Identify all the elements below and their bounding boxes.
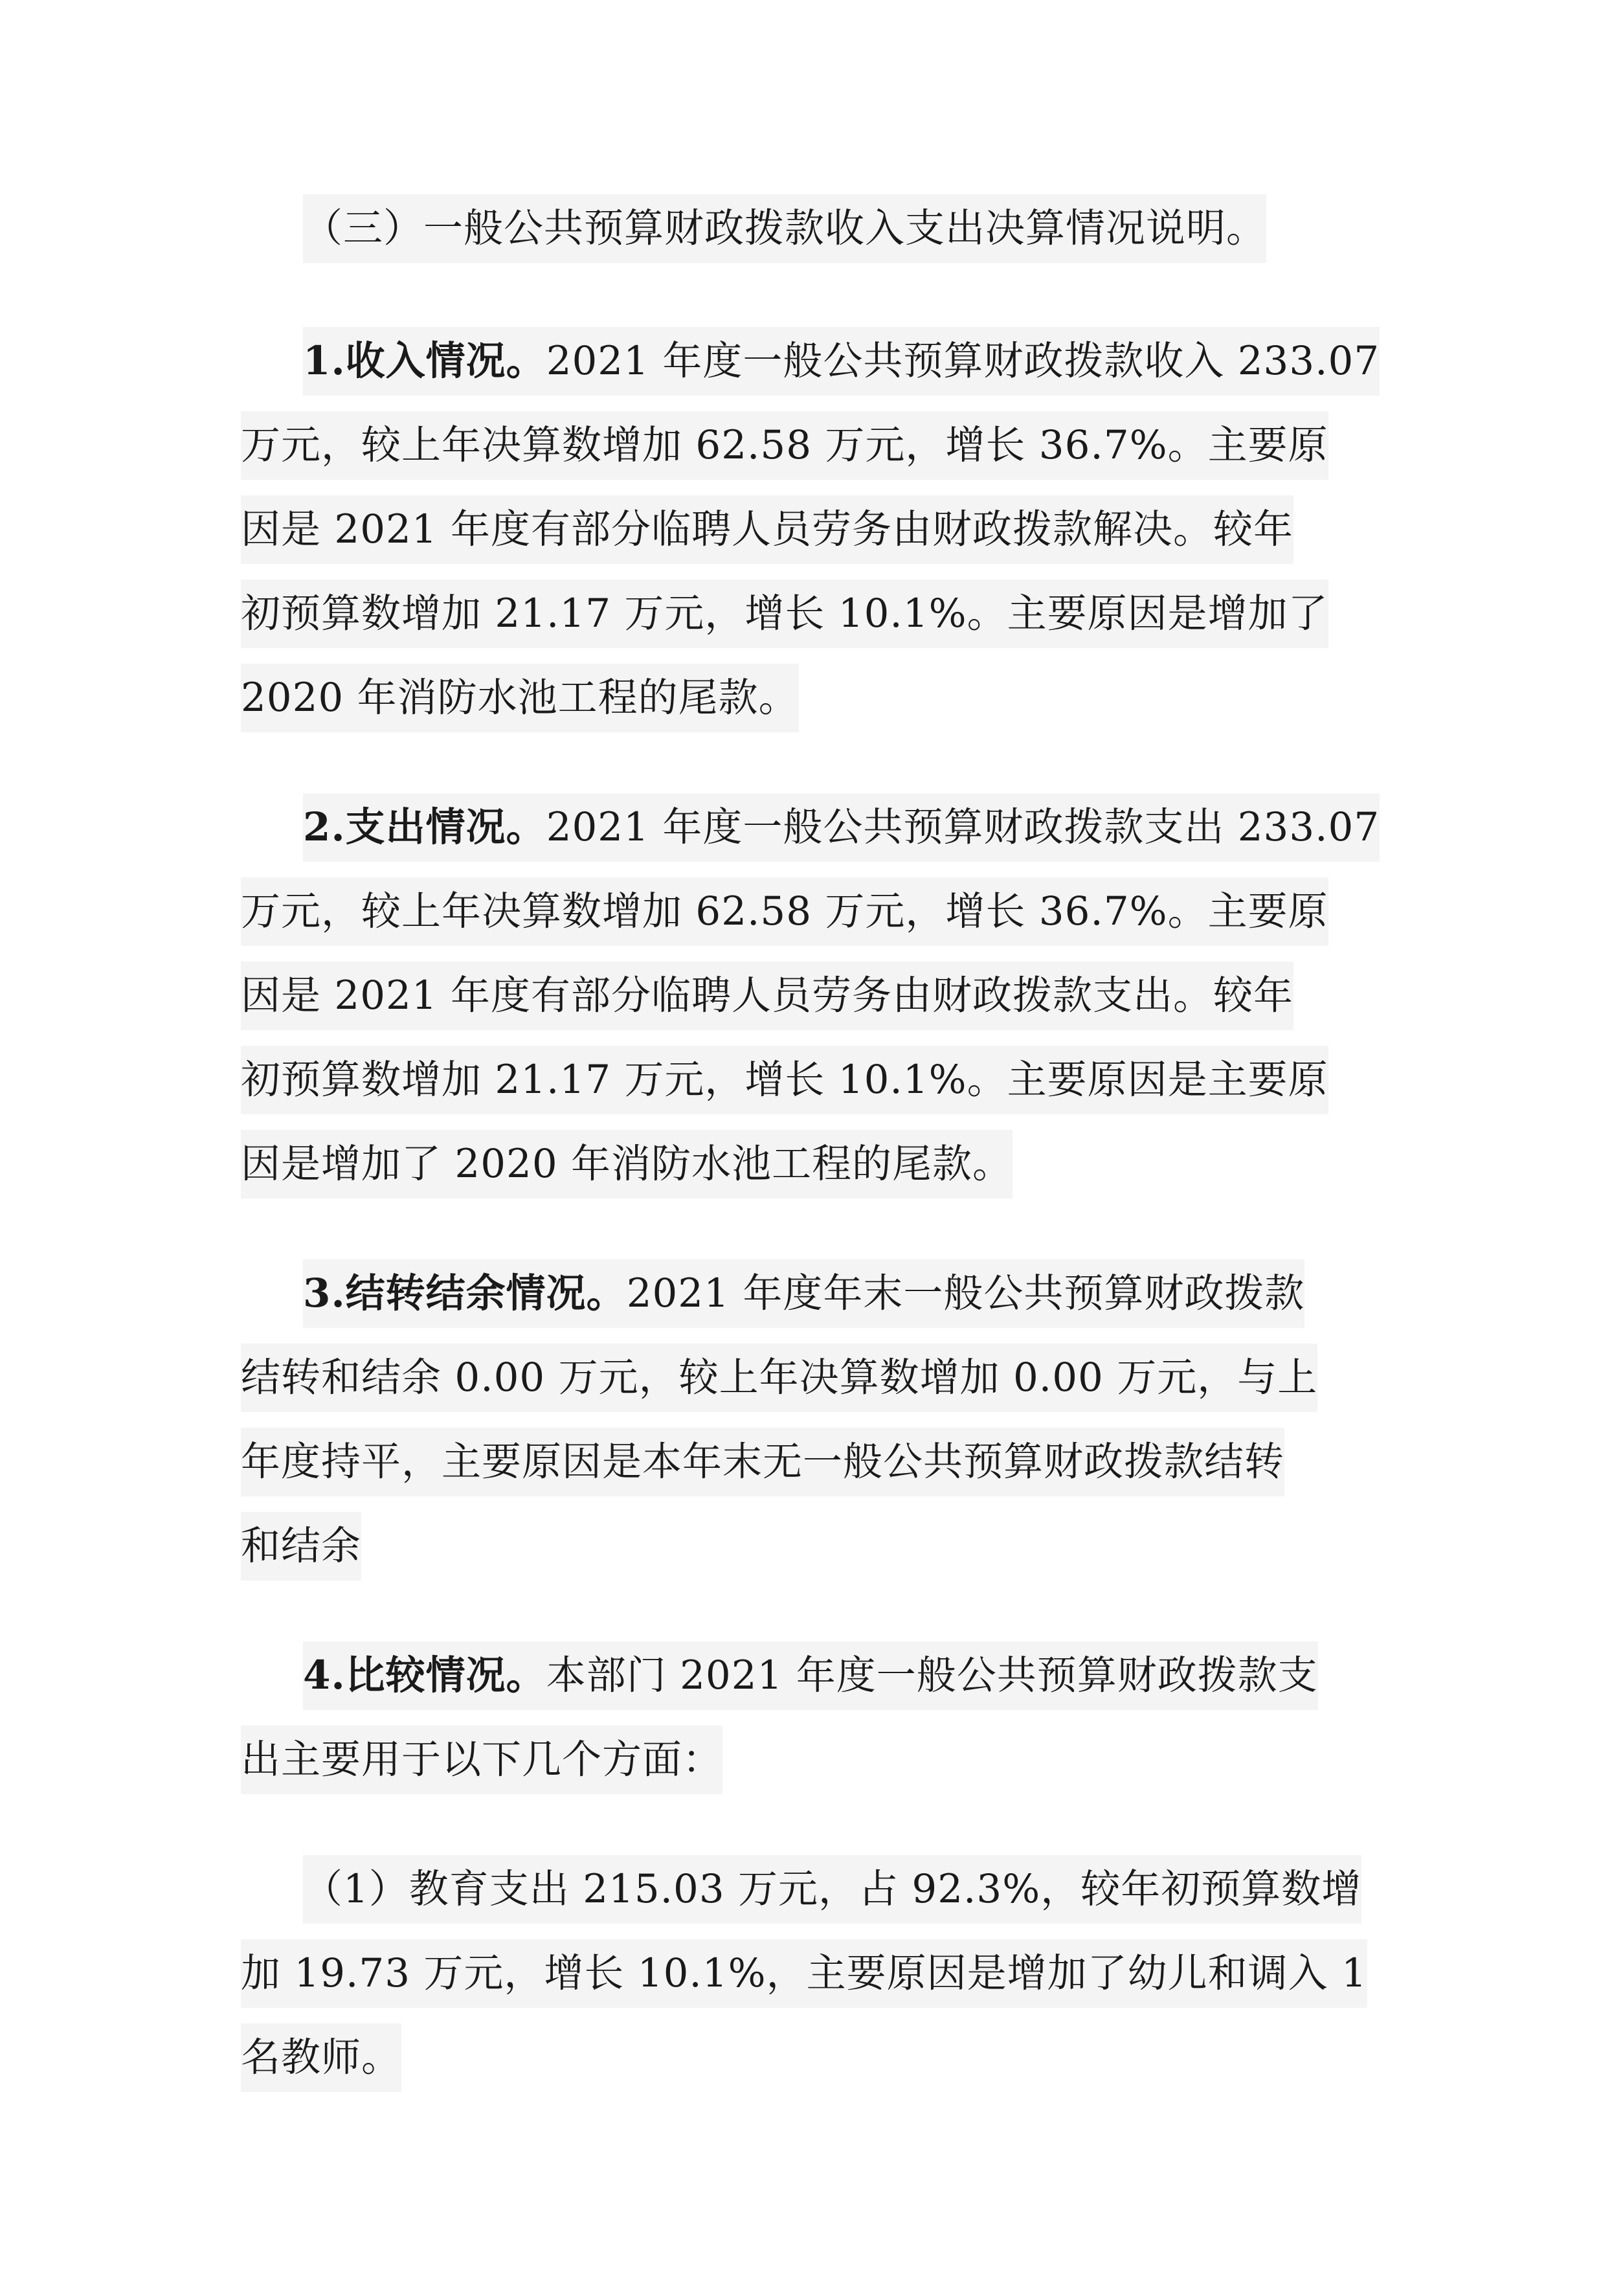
section-lead: 4.比较情况。	[303, 1652, 546, 1698]
line-text: 2021 年度年末一般公共预算财政拨款	[626, 1270, 1305, 1316]
paragraph-line: 因是 2021 年度有部分临聘人员劳务由财政拨款支出。较年	[241, 962, 1293, 1030]
paragraph-line: 万元，较上年决算数增加 62.58 万元，增长 36.7%。主要原	[241, 877, 1328, 946]
paragraph-line: 万元，较上年决算数增加 62.58 万元，增长 36.7%。主要原	[241, 411, 1328, 480]
line-text: 本部门 2021 年度一般公共预算财政拨款支	[546, 1652, 1318, 1698]
paragraph-line: （1）教育支出 215.03 万元，占 92.3%，较年初预算数增	[303, 1855, 1361, 1924]
paragraph-line: 出主要用于以下几个方面：	[241, 1726, 722, 1794]
section-lead: 2.支出情况。	[303, 804, 546, 850]
paragraph-line	[303, 793, 1380, 862]
paragraph-line: 和结余	[241, 1512, 361, 1581]
paragraph-line: 2020 年消防水池工程的尾款。	[241, 664, 799, 732]
paragraph-line	[303, 1641, 1318, 1710]
paragraph-line: 年度持平，主要原因是本年末无一般公共预算财政拨款结转	[241, 1428, 1284, 1496]
line-text: 2021 年度一般公共预算财政拨款收入 233.07	[546, 338, 1380, 384]
section-lead: 3.结转结余情况。	[303, 1270, 627, 1316]
section-lead: 1.收入情况。	[303, 338, 546, 384]
paragraph-line: 加 19.73 万元，增长 10.1%，主要原因是增加了幼儿和调入 1	[241, 1939, 1367, 2008]
paragraph-line: 结转和结余 0.00 万元，较上年决算数增加 0.00 万元，与上	[241, 1344, 1317, 1412]
paragraph-line: 初预算数增加 21.17 万元，增长 10.1%。主要原因是增加了	[241, 580, 1328, 648]
paragraph-line: 因是增加了 2020 年消防水池工程的尾款。	[241, 1130, 1013, 1199]
paragraph-line: 初预算数增加 21.17 万元，增长 10.1%。主要原因是主要原	[241, 1046, 1328, 1114]
paragraph-line	[303, 1259, 1304, 1328]
paragraph-line: 名教师。	[241, 2023, 401, 2092]
paragraph-line	[303, 327, 1380, 396]
section-heading: （三）一般公共预算财政拨款收入支出决算情况说明。	[303, 194, 1266, 263]
line-text: 2021 年度一般公共预算财政拨款支出 233.07	[546, 804, 1380, 850]
paragraph-line: 因是 2021 年度有部分临聘人员劳务由财政拨款解决。较年	[241, 495, 1293, 564]
